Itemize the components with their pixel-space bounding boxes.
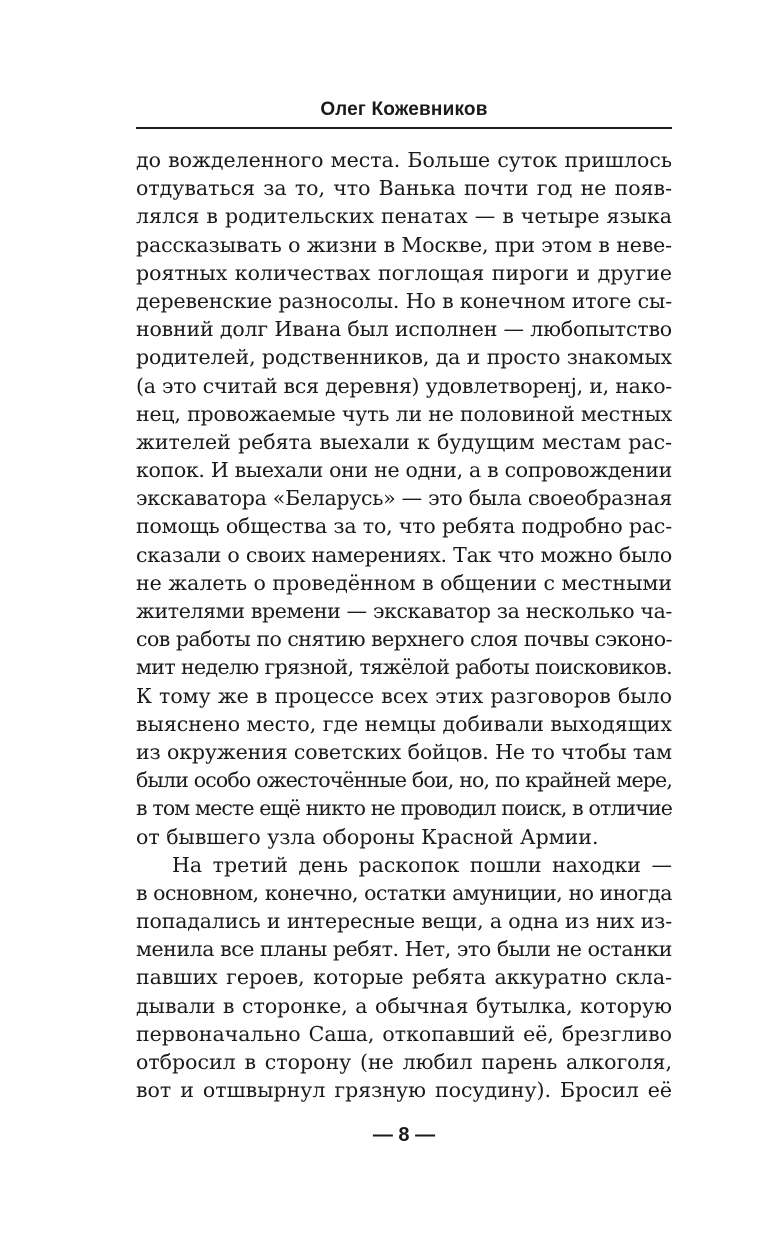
text-line: от бывшего узла обороны Красной Армии.	[136, 824, 599, 849]
text-line: роятных количествах поглощая пироги и другие	[136, 260, 672, 285]
text-line: копок. И выехали они не одни, а в сопровождении	[136, 458, 672, 483]
text-line: жителей ребята выехали к будущим местам рас-	[136, 429, 672, 454]
text-line: новний долг Ивана был исполнен — любопытство	[136, 317, 672, 342]
text-line: в том месте ещё никто не проводил поиск, в отличие	[136, 796, 672, 821]
text-line: экскаватора «Беларусь» — это была своеобразная	[136, 486, 672, 511]
text-line: в основном, конечно, остатки амуниции, но иногда	[136, 880, 672, 905]
text-line: менила все планы ребят. Нет, это были не останки	[136, 937, 672, 962]
text-line: были особо ожесточённые бои, но, по крайней мере,	[136, 768, 672, 793]
text-line: отбросил в сторону (не любил парень алкоголя,	[136, 1050, 672, 1074]
text-line: К тому же в процессе всех этих разговоров было	[136, 683, 672, 708]
paragraph-1	[136, 146, 672, 851]
text-line: (а это считай вся деревня) удовлетворенј, и, нако-	[136, 373, 672, 398]
text-line: не жалеть о проведённом в общении с местными	[136, 570, 672, 595]
text-line: родителей, родственников, да и просто знакомых	[136, 345, 672, 370]
text-line: до вожделенного места. Больше суток пришлось	[136, 148, 672, 172]
text-line: попадались и интересные вещи, а одна из них из-	[136, 909, 672, 934]
text-line: первоначально Саша, откопавший её, брезгливо	[136, 1021, 672, 1046]
text-line: сов работы по снятию верхнего слоя почвы сэконо-	[136, 627, 672, 652]
text-line: из окружения советских бойцов. Не то чтобы там	[136, 739, 672, 764]
running-head-author: Олег Кожевников	[320, 99, 488, 120]
paragraph-2	[136, 851, 672, 1105]
text-line: нец, провожаемые чуть ли не половиной местных	[136, 401, 672, 426]
text-line: вот и отшвырнул грязную посудину). Бросил её	[136, 1078, 672, 1103]
text-line: помощь общества за то, что ребята подробно рас-	[136, 514, 672, 539]
text-line: рассказывать о жизни в Москве, при этом в неве-	[136, 232, 672, 257]
text-line: выяснено место, где немцы добивали выходящих	[136, 711, 672, 736]
text-line: отдуваться за то, что Ванька почти год не появ-	[136, 176, 672, 201]
body-text	[136, 146, 672, 1104]
text-line: мит неделю грязной, тяжёлой работы поисковиков.	[136, 655, 672, 680]
text-line: жителями времени — экскаватор за несколько ча-	[136, 599, 672, 623]
header-rule	[136, 127, 672, 129]
page-number: — 8 —	[372, 1124, 436, 1146]
text-line: сказали о своих намерениях. Так что можно было	[136, 542, 672, 567]
text-line: лялся в родительских пенатах — в четыре языка	[136, 204, 672, 229]
text-line: павших героев, которые ребята аккуратно скла-	[136, 965, 672, 990]
text-line: На третий день раскопок пошли находки —	[172, 852, 672, 877]
text-line: дывали в сторонке, а обычная бутылка, которую	[136, 993, 672, 1018]
text-line: деревенские разносолы. Но в конечном итоге сы-	[136, 288, 672, 313]
